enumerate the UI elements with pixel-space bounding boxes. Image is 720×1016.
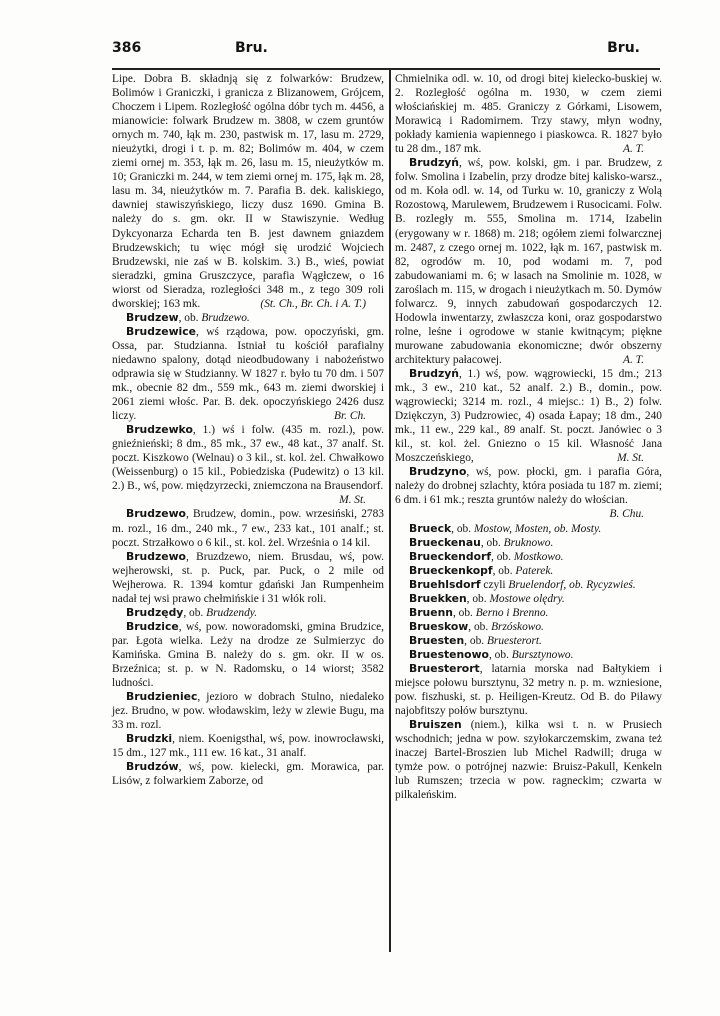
entry-text: , ob. (452, 606, 476, 619)
right-column (395, 72, 662, 802)
entry-headword: Brudzewo (126, 549, 186, 563)
dictionary-entry (112, 606, 384, 620)
entry-text: , niem. Koenigsthal, wś, pow. inowrocławski, 15 dm., 127 mk., 111 ew. 16 kat., 31 analf. (112, 733, 384, 760)
entry-headword: Bruesterort (409, 661, 480, 675)
entry-text: , ob. (466, 592, 490, 605)
entry-author-signature: M. St. (339, 494, 366, 507)
dictionary-entry (395, 648, 662, 662)
running-head-left: Bru. (235, 40, 268, 56)
entry-text: , ob. (183, 606, 207, 619)
dictionary-entry (395, 536, 662, 550)
left-column (112, 72, 384, 788)
entry-headword: Brudzice (126, 619, 179, 633)
entry-headword: Bruestenowo (409, 647, 489, 661)
entry-text: , ob. (468, 620, 492, 633)
entry-headword: Brudzieniec (126, 690, 198, 704)
dictionary-entry (395, 606, 662, 620)
dictionary-entry (112, 690, 384, 732)
entry-text: , Bruzdzewo, niem. Brusdau, wś, pow. wejherowski, st. p. Puck, par. Puck, o 2 mile od Wejherowa. R. 1394 komtur gdański Jan Rumpenheim nadał tej wsi prawo chełmińskie i 31 włók roli. (112, 550, 384, 605)
entry-text: , wś rządowa, pow. opoczyński, gm. Ossa, par. Studzianna. Istniał tu kościół parafialny niedawno spalony, dotąd nieodbudowany i nabożeństwo odprawia się w Studzianny. W 1827 r. było tu 70 dm. i 507 mk., obecnie 82 dm., 559 mk., 643 m. ziemi dworskiej i 2061 ziemi włośc. Par. B. dek. opoczyńskiego 2426 dusz liczy. (112, 325, 384, 423)
entry-text: czyli (480, 578, 509, 591)
entry-cross-reference: Paterek. (515, 564, 554, 577)
entry-text: , ob. (451, 522, 474, 535)
dictionary-entry (112, 311, 384, 325)
entry-headword: Bruesten (409, 633, 465, 647)
dictionary-entry (395, 367, 662, 465)
entry-author-signature: B. Chu. (609, 508, 644, 521)
entry-text: , wś, pow. kielecki, gm. Morawica, par. Lisów, z folwarkiem Zaborze, od (112, 761, 384, 788)
column-divider (389, 70, 391, 952)
entry-author-signature: Br. Ch. (334, 410, 366, 423)
dictionary-entry (395, 662, 662, 718)
entry-headword: Brueck (409, 521, 452, 535)
entry-cross-reference: Bruelendorf, ob. Rycyzwieś. (508, 578, 636, 591)
entry-text: , Brudzew, domin., pow. wrzesiński, 2783 m. rozl., 16 dm., 240 mk., 7 ew., 233 kat., 101 analf.; st. poczt. Strzałkowo o 6 kil., st. kol. żel. Września o 14 kil. (112, 508, 384, 549)
entry-text: , 1.) wś, pow. wągrowiecki, 15 dm.; 213 mk., 3 ew., 210 kat., 52 analf. 2.) B., domin., pow. wągrowiecki; 3214 m. rozl., 4 miejsc.: 1) B., 2) folw. Dziękczyn, 3) Pudzrowiec, 4) osada Łapay; 18 dm., 240 mk., 11 ew., 229 kal., 89 analf. St. poczt. Janówiec o 3 kil., st. kol. żel. Gniezno o 15 kil. Własność Jana Moszczeńskiego, (395, 367, 662, 465)
entry-author-signature: A. T. (623, 353, 644, 366)
entry-text: Lipe. Dobra B. składnją się z folwarków: Brudzew, Bolimów i Graniczki, i granicza z Blizanowem, Grójcem, Choczem i Lipem. Rozległość ogólna dóbr tych m. 4456, a mianowicie: folwark Brudzew m. 3808, w czem gruntów ornych m. 740, łąk m. 230, pastwisk m. 17, lasu m. 2729, nieużytki, drogi i t. p. m. 82; Bolimów m. 404, w czem ziemi ornej m. 353, łąk m. 26, lasu m. 15, nieużytków m. 10; Graniczki m. 244, w tem ziemi ornej m. 175, łąk m. 28, lasu m. 34, nieużytków m. 7. Parafia B. dek. kaliskiego, dawniej stawiszyńskiego, liczy dusz 1690. Gmina B. należy do s. gm. okr. II w Stawiszynie. Według Dykcyonarza Echarda ten B. jest dawnem gniazdem Brudzewskich; tu więc mógł się urodzić Wojciech Brudzewski, nie zaś w B. kolskim. 3.) B., wieś, powiat sieradzki, gmina Gruszczyce, parafia Wągłczew, o 16 wiorst od Sieradza, rozległości 348 m., z tego 309 roli dworskiej; 163 mk. (112, 73, 384, 310)
entry-headword: Brudzyń (409, 156, 459, 170)
entry-headword: Brueckenkopf (409, 563, 493, 577)
entry-headword: Bruehlsdorf (409, 577, 481, 591)
entry-text: , 1.) wś i folw. (435 m. rozl.), pow. gnieźnieński; 8 dm., 85 mk., 37 ew., 48 kat., 37 analf. St. poczt. Kiszkowo (Welnau) o 3 kil., st. kol. żel. Chwałkowo (Weissenburg) o 15 kil., Pobiedziska (Pudewitz) o 13 kil. 2.) B., wś, pow. międzyrzecki, zniemczona na Brausendorf. (112, 424, 384, 493)
entry-author-signature: (St. Ch., Br. Ch. i A. T.) (260, 297, 366, 310)
dictionary-entry (395, 156, 662, 367)
entry-text: , wś, pow. płocki, gm. i parafia Góra, należy do drobnej szlachty, która posiada tu 187 m. ziemi; 6 dm. i 61 mk.; reszta gruntów należy do włościan. (395, 466, 662, 507)
page-number: 386 (112, 40, 142, 56)
entry-text: , ob. (464, 634, 487, 647)
running-head-right: Bru. (607, 40, 640, 56)
entry-cross-reference: Bruknowo. (503, 536, 554, 549)
entry-headword: Brudzewo (126, 507, 186, 521)
entry-cross-reference: Mostkowo. (513, 550, 564, 563)
entry-text: , wś, pow. kolski, gm. i par. Brudzew, z folw. Smolina i Izabelin, przy drodze bitej kalisko-warsz., od m. Koła odl. w. 14, od Turku w. 10, graniczy z Wolą Rozostową, Marulewem, Brudzewem i Rusocicami. Folw. B. rozległy m. 555, Smolina m. 1714, Izabelin (erygowany w r. 1868) m. 218; ogółem ziemi folwarcznej m. 2487, z czego ornej m. 1022, łąk m. 167, pastwisk m. 82, ogrodów m. 10, pod wodami m. 7, pod zabudowaniami m. 6; w lasach na Smolinie m. 1028, w zaroślach m. 115, w drogach i nieużytkach m. 50. Dymów folwarcz. 9, innych zabudowań gospodarczych 12. Hodowla inwentarzy, zwłaszcza koni, oraz gospodarstwo rolne, leśne i ogrodowe w stanie kwitnącym; piękne murowane zabudowania ekonomiczne; dwór obszerny architektury pałacowej. (395, 157, 662, 366)
entry-headword: Brudzewko (126, 423, 193, 437)
dictionary-entry (395, 465, 662, 521)
entry-cross-reference: Brzóskowo. (491, 620, 544, 633)
entry-cross-reference: Berno i Brenno. (475, 606, 549, 619)
header-rule (112, 68, 660, 70)
entry-headword: Brudzędy (126, 605, 184, 619)
dictionary-entry (395, 564, 662, 578)
entry-cross-reference: Mostow, Mosten, ob. Mosty. (473, 522, 602, 535)
entry-cross-reference: Brudzendy. (206, 606, 258, 619)
entry-headword: Brudzewice (126, 324, 196, 338)
entry-text: , ob. (491, 550, 514, 563)
dictionary-entry (395, 592, 662, 606)
entry-text: Chmielnika odl. w. 10, od drogi bitej kielecko-buskiej w. 2. Rozległość ogólna m. 1930, w czem ziemi włościańskiej m. 485. Graniczy z Górkami, Lisowem, Morawicą i Radomirnem. Trzy stawy, młyn wodny, pokłady kamienia wapiennego i piaskowca. R. 1827 było tu 28 dm., 187 mk. (395, 73, 662, 156)
dictionary-entry (395, 620, 662, 634)
entry-text: , latarnia morska nad Bałtykiem i miejsce połowu bursztynu, 32 metry n. p. m. wzniesione, pow. fiszhuski, st. p. Heiligen-Kreutz. Od B. do Piławy najobfitszy połów bursztynu. (395, 662, 662, 718)
dictionary-entry (395, 72, 662, 156)
entry-headword: Brueckendorf (409, 549, 492, 563)
entry-headword: Bruekken (409, 591, 467, 605)
entry-cross-reference: Brudzewo. (201, 311, 250, 324)
entry-headword: Brueckenau (409, 535, 481, 549)
entry-headword: Brudzyń (409, 366, 459, 380)
dictionary-entry (112, 620, 384, 690)
dictionary-entry (395, 718, 662, 802)
entry-author-signature: M. St. (617, 452, 644, 465)
entry-text: , jezioro w dobrach Stulno, niedaleko jez. Brudno, w pow. włodawskim, leży w zlewie Bugu, ma 33 m. rozl. (112, 691, 384, 732)
dictionary-entry (112, 732, 384, 760)
dictionary-entry (395, 522, 662, 536)
entry-cross-reference: Mostowe olędry. (489, 592, 565, 605)
entry-text: , ob. (480, 536, 504, 549)
entry-cross-reference: Bursztynowo. (511, 648, 574, 661)
entry-headword: Brudzów (126, 760, 179, 774)
entry-text: , ob. (178, 311, 202, 324)
entry-text: , wś, pow. noworadomski, gmina Brudzice, par. Łgota wielka. Leży na drodze ze Sulmierzyc do Kamińska. Gmina B. należy do s. gm. okr. II w os. Brzeźnica; st. p. w N. Radomsku, o 14 wiorst; 3582 ludności. (112, 620, 384, 690)
dictionary-entry (395, 578, 662, 592)
dictionary-entry (112, 507, 384, 549)
dictionary-entry (395, 634, 662, 648)
page-header (112, 40, 640, 60)
entry-text: , ob. (488, 648, 512, 661)
entry-cross-reference: Bruesterort. (486, 634, 542, 647)
entry-text: , ob. (492, 564, 516, 577)
dictionary-entry (112, 760, 384, 788)
dictionary-entry (112, 325, 384, 423)
entry-headword: Bruiszen (409, 718, 462, 732)
entry-headword: Brudzyno (409, 465, 467, 479)
entry-headword: Brudzki (126, 732, 173, 746)
dictionary-entry (112, 423, 384, 507)
dictionary-entry (395, 550, 662, 564)
dictionary-entry (112, 72, 384, 311)
entry-headword: Bruenn (409, 605, 453, 619)
entry-author-signature: A. T. (623, 143, 644, 156)
entry-headword: Brudzew (126, 310, 179, 324)
dictionary-entry (112, 550, 384, 606)
entry-text: (niem.), kilka wsi t. n. w Prusiech wschodnich; jedna w pow. szyłokarczemskim, zwana też inaczej Bartel-Broszien lub Michel Radwill; druga w tymże pow. o potrójnej nazwie: Bruisz-Pakull, Kenkeln lub Rumszen; trzecia w pow. ragneckim; czwarta w pilkaleńskim. (395, 719, 662, 802)
entry-headword: Brueskow (409, 619, 469, 633)
